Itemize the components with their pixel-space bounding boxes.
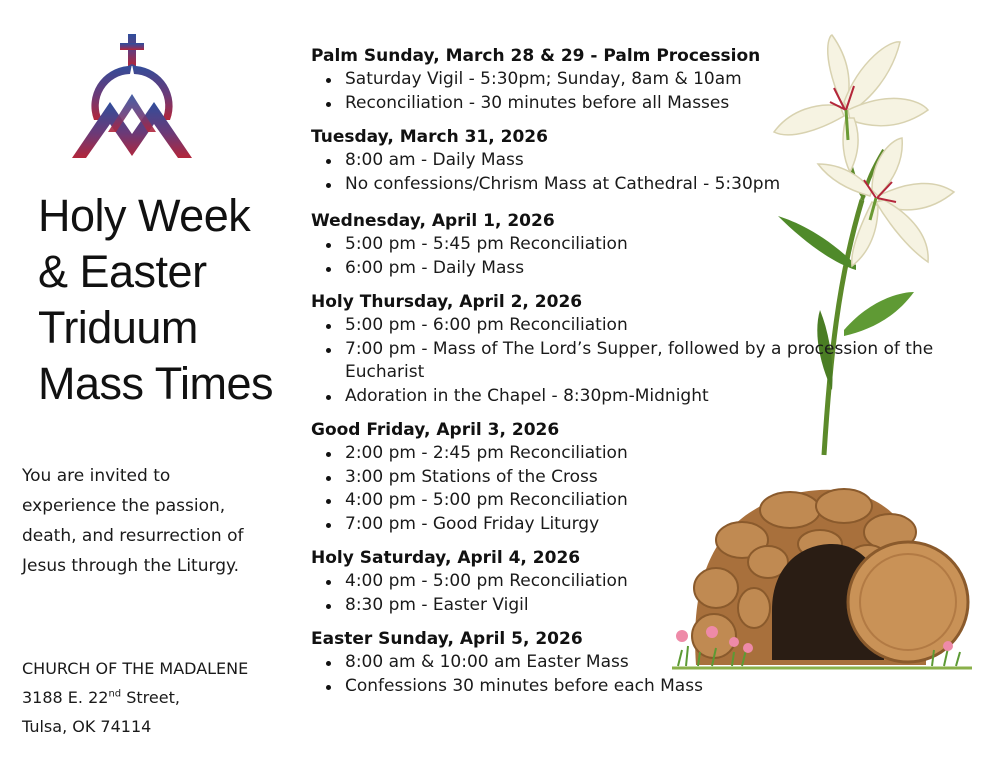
- schedule-section: [311, 125, 981, 196]
- invitation-line: death, and resurrection of: [22, 526, 244, 546]
- list-item: 7:00 pm - Mass of The Lord’s Supper, followed by a procession of the Eucharist: [311, 338, 955, 385]
- section-list: [311, 651, 981, 698]
- section-list: [311, 233, 981, 280]
- invitation-line: experience the passion,: [22, 496, 226, 516]
- section-list: [311, 570, 981, 617]
- invitation-text: [22, 461, 292, 581]
- section-heading: Holy Saturday, April 4, 2026: [311, 548, 581, 568]
- invitation-line: Jesus through the Liturgy.: [22, 556, 240, 576]
- street-suffix: Street,: [121, 688, 180, 707]
- schedule-section: [311, 627, 981, 698]
- section-heading: Holy Thursday, April 2, 2026: [311, 292, 583, 312]
- schedule-section: [311, 418, 981, 536]
- schedule-section: [311, 290, 981, 408]
- list-item: Reconciliation - 30 minutes before all Masses: [311, 92, 955, 116]
- list-item: Saturday Vigil - 5:30pm; Sunday, 8am & 10am: [311, 68, 955, 92]
- list-item: 4:00 pm - 5:00 pm Reconciliation: [311, 570, 955, 594]
- section-heading: Wednesday, April 1, 2026: [311, 211, 555, 231]
- list-item: 3:00 pm Stations of the Cross: [311, 466, 955, 490]
- title-line: Holy Week: [38, 190, 251, 241]
- title-line: & Easter: [38, 246, 207, 297]
- list-item: 5:00 pm - 5:45 pm Reconciliation: [311, 233, 955, 257]
- list-item: No confessions/Chrism Mass at Cathedral - 5:30pm: [311, 173, 955, 197]
- list-item: 8:00 am - Daily Mass: [311, 149, 955, 173]
- list-item: 6:00 pm - Daily Mass: [311, 257, 955, 281]
- church-logo-icon: [70, 34, 194, 164]
- section-heading: Good Friday, April 3, 2026: [311, 420, 560, 440]
- schedule-section: [311, 44, 981, 115]
- street-address: [22, 683, 292, 712]
- list-item: 7:00 pm - Good Friday Liturgy: [311, 513, 955, 537]
- section-list: [311, 149, 981, 196]
- page-title: [38, 188, 288, 412]
- list-item: 8:30 pm - Easter Vigil: [311, 594, 955, 618]
- section-list: [311, 442, 981, 536]
- church-address: [22, 654, 292, 741]
- schedule-section: [311, 209, 981, 280]
- invitation-line: You are invited to: [22, 466, 171, 486]
- schedule-section: [311, 546, 981, 617]
- section-heading: Palm Sunday, March 28 & 29 - Palm Procession: [311, 46, 761, 66]
- title-line: Triduum: [38, 302, 198, 353]
- list-item: 2:00 pm - 2:45 pm Reconciliation: [311, 442, 955, 466]
- section-heading: Easter Sunday, April 5, 2026: [311, 629, 583, 649]
- section-heading: Tuesday, March 31, 2026: [311, 127, 548, 147]
- list-item: 8:00 am & 10:00 am Easter Mass: [311, 651, 955, 675]
- city-state-zip: Tulsa, OK 74114: [22, 717, 152, 736]
- list-item: 5:00 pm - 6:00 pm Reconciliation: [311, 314, 955, 338]
- list-item: Confessions 30 minutes before each Mass: [311, 675, 955, 699]
- street-ordinal: nd: [108, 688, 122, 700]
- section-list: [311, 68, 981, 115]
- list-item: Adoration in the Chapel - 8:30pm-Midnight: [311, 385, 955, 409]
- church-name: CHURCH OF THE MADALENE: [22, 659, 249, 678]
- title-line: Mass Times: [38, 358, 274, 409]
- street-number: 3188 E. 22: [22, 688, 109, 707]
- section-list: [311, 314, 981, 408]
- list-item: 4:00 pm - 5:00 pm Reconciliation: [311, 489, 955, 513]
- schedule: [311, 44, 981, 698]
